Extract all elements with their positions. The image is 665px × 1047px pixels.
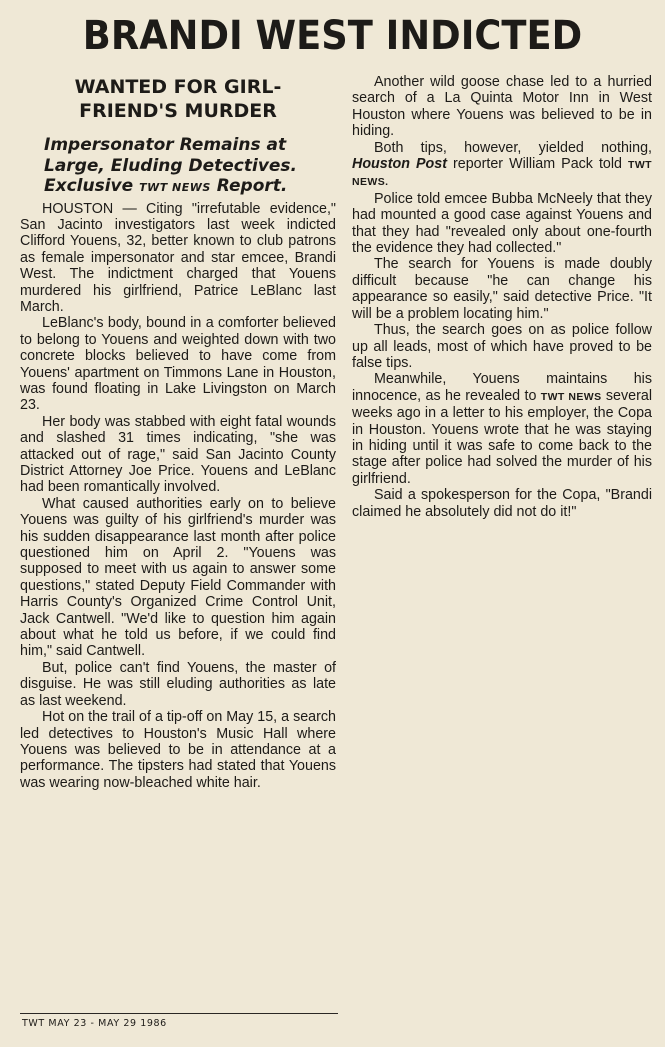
deck-line-3 bbox=[44, 176, 336, 199]
paragraph-text: reporter William Pack told bbox=[453, 156, 623, 173]
twt-news-tag: TWT NEWS. bbox=[352, 159, 652, 189]
twt-news-tag: TWT NEWS bbox=[540, 390, 602, 403]
paragraph: But, police can't find Youens, the master of disguise. He was still eluding authorities as late as last weekend. bbox=[20, 659, 336, 709]
paragraph: LeBlanc's body, bound in a comforter believed to belong to Youens and weighted down with two concrete blocks believed to have come from Youens' apartment on Timmons Lane in Houston, was found floating in Lake Livingston on March 23. bbox=[20, 315, 336, 414]
paragraph bbox=[352, 140, 652, 191]
left-column bbox=[20, 70, 336, 791]
subhead-line-1: WANTED FOR GIRL- bbox=[74, 76, 282, 98]
paragraph: Police told emcee Bubba McNeely that they had mounted a good case against Youens and that they had "revealed only about one-fourth the evidence they had collected." bbox=[352, 190, 652, 257]
paragraph: Said a spokesperson for the Copa, "Brandi claimed he absolutely did not do it!" bbox=[352, 487, 652, 520]
headline: BRANDI WEST INDICTED bbox=[82, 13, 583, 59]
paragraph: HOUSTON — Citing "irrefutable evidence," San Jacinto investigators last week indicted Clifford Youens, 32, better known to club patrons as female impersonator and star emcee, Brandi West. The indictment charged that Youens murdered his girlfriend, Patrice LeBlanc last March. bbox=[20, 200, 336, 315]
deck-exclusive: Exclusive bbox=[44, 176, 134, 196]
left-body bbox=[20, 201, 336, 792]
paragraph: Another wild goose chase led to a hurried search of a La Quinta Motor Inn in West Houston where Youens was believed to be in hiding. bbox=[352, 74, 652, 140]
paragraph-text: Meanwhile, Youens maintains his innocence, as he revealed to bbox=[352, 371, 652, 404]
footer-rule bbox=[20, 1013, 338, 1014]
right-body bbox=[352, 74, 652, 520]
subhead-line-2: FRIEND'S MURDER bbox=[79, 100, 277, 122]
subhead bbox=[20, 75, 336, 123]
newspaper-name: Houston Post bbox=[352, 156, 447, 173]
deck-twt-news: TWT NEWS bbox=[139, 181, 211, 194]
footer-dateline: TWT MAY 23 - MAY 29 1986 bbox=[22, 1018, 167, 1029]
paragraph-text: several weeks ago in a letter to his employer, the Copa in Houston. Youens wrote that he was staying in hiding until it was safe to come back to the stage after police had solved the murder of his girlfriend. bbox=[352, 387, 652, 487]
paragraph bbox=[352, 371, 652, 487]
paragraph: Hot on the trail of a tip-off on May 15, a search led detectives to Houston's Music Hall where Youens was believed to be in attendance at a performance. The tipsters had stated that Youens was wearing now-bleached white hair. bbox=[20, 709, 336, 791]
deck-line-2: Large, Eluding Detectives. bbox=[44, 155, 298, 176]
deck bbox=[44, 135, 336, 199]
paragraph: Her body was stabbed with eight fatal wounds and slashed 31 times indicating, "she was attacked out of rage," said San Jacinto County District Attorney Joe Price. Youens and LeBlanc had been romantically involved. bbox=[20, 413, 336, 496]
deck-line-1: Impersonator Remains at bbox=[44, 135, 287, 155]
paragraph: The search for Youens is made doubly difficult because "he can change his appearance so easily," said detective Price. "It will be a problem locating him." bbox=[352, 256, 652, 322]
paragraph: Thus, the search goes on as police follow up all leads, most of which have proved to be false tips. bbox=[352, 322, 652, 371]
paragraph-text: Both tips, however, yielded nothing, bbox=[374, 139, 652, 156]
paragraph: What caused authorities early on to believe Youens was guilty of his girlfriend's murder was his sudden disappearance last month after police questioned him on April 2. "Youens was supposed to meet with us again to answer some questions," stated Deputy Field Commander with Harris County's Organized Crime Control Unit, Jack Cantwell. "We'd like to question him again about what he told us before, if we could find him," said Cantwell. bbox=[20, 495, 336, 660]
deck-report: Report. bbox=[216, 176, 288, 196]
right-column bbox=[352, 70, 652, 520]
